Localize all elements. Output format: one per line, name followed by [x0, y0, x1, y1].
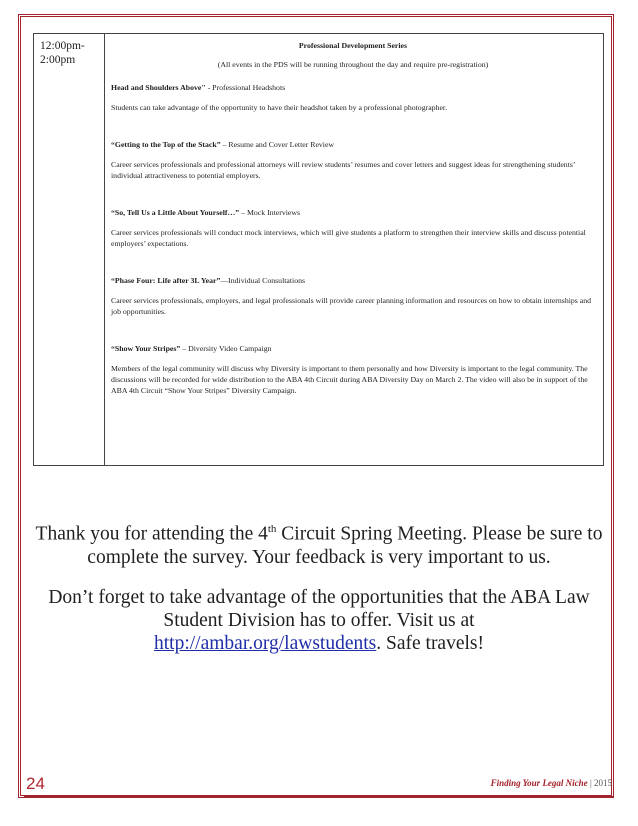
event-title: “Show Your Stripes” [111, 344, 181, 353]
time-end: 2:00pm [40, 54, 76, 66]
event-item [111, 82, 595, 113]
event-subtitle: —Individual Consultations [220, 276, 306, 285]
ordinal-suffix: th [267, 523, 277, 535]
footer-year: | 2015 [589, 778, 612, 788]
time-cell [34, 34, 105, 465]
event-item [111, 275, 595, 317]
content-cell [105, 34, 603, 465]
schedule-table [33, 33, 604, 466]
event-subtitle: – Diversity Video Campaign [180, 344, 272, 353]
event-subtitle: - Professional Headshots [205, 83, 286, 92]
reminder-message: Don’t forget to take advantage of the opportunities that the ABA Law Student Division has to offer. Visit us at http://ambar.org/lawstudents. Safe travels! [48, 587, 590, 654]
event-item [111, 207, 595, 249]
series-note: (All events in the PDS will be running throughout the day and require pre-registration) [217, 60, 489, 69]
event-description: Career services professionals and professional attorneys will review students’ resumes and cover letters and suggest ideas for strengthening students’ individual attractiveness to potential employers. [111, 160, 575, 180]
event-title: Head and Shoulders Above" [111, 83, 206, 92]
thank-you-message: Thank you for attending the 4th Circuit Spring Meeting. Please be sure to complete the survey. Your feedback is very important to us. [35, 523, 603, 568]
event-item [111, 139, 595, 181]
footer-branding [491, 778, 612, 788]
footer-brand: Finding Your Legal Niche [490, 778, 588, 788]
law-students-link[interactable]: http://ambar.org/lawstudents [154, 633, 377, 654]
time-start: 12:00pm- [40, 40, 85, 52]
event-item [111, 343, 595, 396]
event-subtitle: – Mock Interviews [239, 208, 301, 217]
event-title: “Phase Four: Life after 3L Year” [111, 276, 221, 285]
event-title: “Getting to the Top of the Stack” [111, 140, 221, 149]
event-description: Career services professionals, employers, and legal professionals will provide career planning information and resources on how to obtain internships and job opportunities. [111, 296, 592, 316]
event-description: Members of the legal community will discuss why Diversity is important to them personally and how Diversity is important to the legal community. The discussions will be recorded for wide distribution to the ABA 4th Circuit during ABA Diversity Day on March 2. The video will also be in support of the ABA 4th Circuit “Show Your Stripes” Diversity Campaign. [111, 364, 588, 395]
footer-rule [24, 796, 614, 798]
event-description: Career services professionals will conduct mock interviews, which will give students a platform to strengthen their interview skills and discuss potential employers’ expectations. [111, 228, 586, 248]
page-number: 24 [26, 774, 45, 793]
event-description: Students can take advantage of the opportunity to have their headshot taken by a professional photographer. [111, 103, 448, 112]
series-title: Professional Development Series [298, 41, 408, 50]
event-subtitle: – Resume and Cover Letter Review [220, 140, 335, 149]
event-title: “So, Tell Us a Little About Yourself…” [111, 208, 240, 217]
